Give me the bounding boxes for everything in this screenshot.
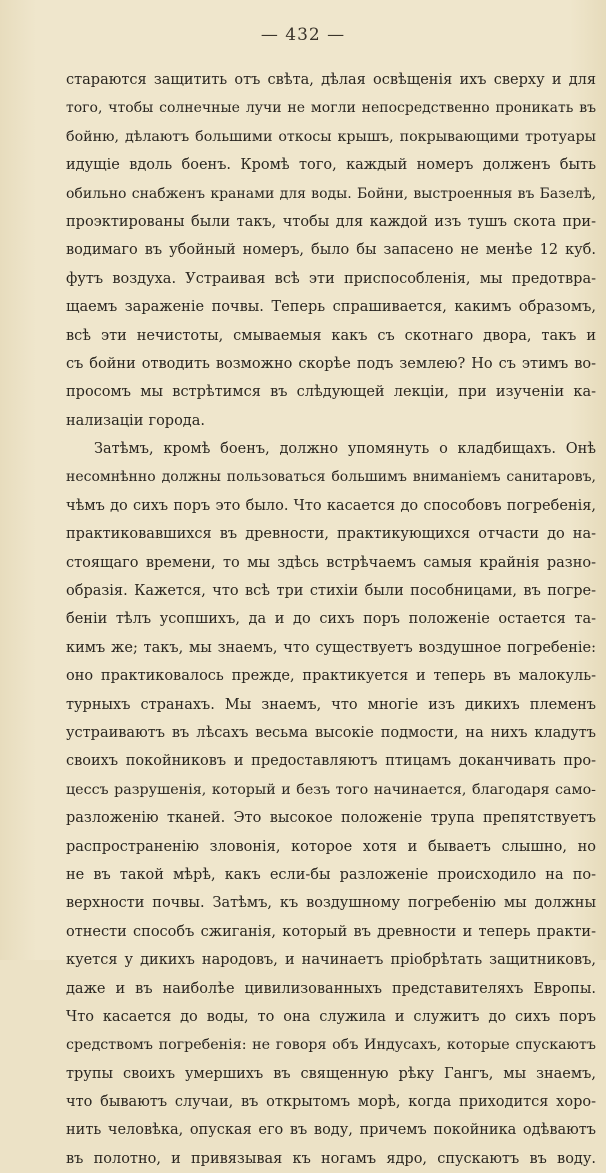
text-line: щаемъ зараженіе почвы. Теперь спрашивается, какимъ образомъ,	[66, 299, 596, 316]
text-line: своихъ покойниковъ и предоставляютъ птицамъ доканчивать про-	[66, 753, 596, 770]
text-line: футъ воздуха. Устраивая всѣ эти приспособленія, мы предотвра-	[66, 270, 596, 287]
text-line: оно практиковалось прежде, практикуется и теперь въ малокуль-	[66, 668, 596, 685]
text-line: просомъ мы встрѣтимся въ слѣдующей лекціи, при изученіи ка-	[66, 384, 596, 401]
text-line: нализаціи города.	[66, 412, 205, 429]
text-line: турныхъ странахъ. Мы знаемъ, что многіе изъ дикихъ племенъ	[66, 696, 596, 713]
text-line: отнести способъ сжиганія, который въ древности и теперь практи-	[66, 923, 596, 940]
text-line: въ полотно, и привязывая къ ногамъ ядро, спускаютъ въ воду.	[66, 1150, 596, 1167]
text-line: проэктированы были такъ, чтобы для каждой изъ тушъ скота при-	[66, 213, 596, 230]
text-line: чѣмъ до сихъ поръ это было. Что касается до способовъ погребенія,	[66, 497, 596, 514]
text-line: Затѣмъ, кромѣ боенъ, должно упомянуть о кладбищахъ. Онѣ	[94, 441, 596, 458]
text-line: даже и въ наиболѣе цивилизованныхъ представителяхъ Европы.	[66, 980, 596, 997]
text-line: водимаго въ убойный номеръ, было бы запасено не менѣе 12 куб.	[66, 242, 596, 259]
text-line: цессъ разрушенія, который и безъ того начинается, благодаря само-	[66, 781, 596, 798]
text-line: стараются защитить отъ свѣта, дѣлая освѣщенія ихъ сверху и для	[66, 72, 596, 88]
text-line: нить человѣка, опуская его въ воду, причемъ покойника одѣваютъ	[66, 1122, 596, 1139]
text-line: Что касается до воды, то она служила и служитъ до сихъ поръ	[66, 1008, 596, 1025]
text-line: практиковавшихся въ древности, практикующихся отчасти до на-	[66, 526, 596, 543]
text-line: распространенію зловонія, которое хотя и бываетъ слышно, но	[66, 838, 596, 855]
text-line: обильно снабженъ кранами для воды. Бойни, выстроенныя въ Базелѣ,	[66, 185, 596, 202]
text-line: устраиваютъ въ лѣсахъ весьма высокіе подмости, на нихъ кладутъ	[66, 724, 596, 741]
page-text	[66, 66, 596, 1173]
text-line: куется у дикихъ народовъ, и начинаетъ пріобрѣтать защитниковъ,	[66, 952, 596, 969]
text-line: кимъ же; такъ, мы знаемъ, что существуетъ воздушное погребеніе:	[66, 639, 596, 656]
text-line: верхности почвы. Затѣмъ, къ воздушному погребенію мы должны	[66, 895, 596, 912]
text-line: средствомъ погребенія: не говоря объ Индусахъ, которые спускаютъ	[66, 1037, 596, 1054]
text-line: съ бойни отводить возможно скорѣе подъ землею? Но съ этимъ во-	[66, 355, 596, 372]
text-line: что бываютъ случаи, въ открытомъ морѣ, когда приходится хоро-	[66, 1094, 596, 1111]
text-line: трупы своихъ умершихъ въ священную рѣку Гангъ, мы знаемъ,	[66, 1065, 596, 1082]
text-line: бойню, дѣлаютъ большими откосы крышъ, покрывающими тротуары	[66, 128, 596, 145]
text-line: разложенію тканей. Это высокое положеніе трупа препятствуетъ	[66, 810, 596, 827]
text-line: образія. Кажется, что всѣ три стихіи были пособницами, въ погре-	[66, 583, 596, 600]
text-line: того, чтобы солнечные лучи не могли непосредственно проникать въ	[66, 100, 596, 117]
text-line: несомнѣнно должны пользоваться большимъ вниманіемъ санитаровъ,	[66, 469, 596, 486]
text-line: идущіе вдоль боенъ. Кромѣ того, каждый номеръ долженъ быть	[66, 157, 596, 174]
text-line: стоящаго времени, то мы здѣсь встрѣчаемъ самыя крайнія разно-	[66, 554, 596, 571]
text-line: беніи тѣлъ усопшихъ, да и до сихъ поръ положеніе остается та-	[66, 611, 596, 628]
text-line: не въ такой мѣрѣ, какъ если-бы разложеніе происходило на по-	[66, 866, 596, 883]
page-number: — 432 —	[260, 25, 346, 45]
text-line: всѣ эти нечистоты, смываемыя какъ съ скотнаго двора, такъ и	[66, 327, 596, 344]
